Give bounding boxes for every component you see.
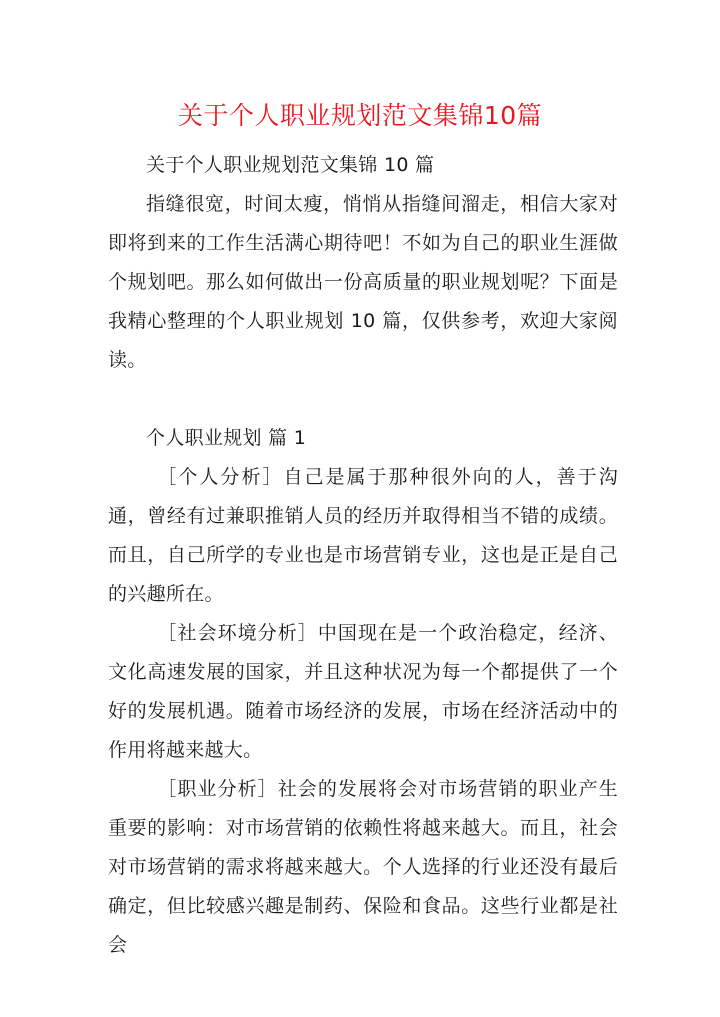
paragraph-social-environment: ［社会环境分析］中国现在是一个政治稳定，经济、文化高速发展的国家，并且这种状况为每一个都提供了一个好的发展机遇。随着市场经济的发展，市场在经济活动中的作用将越来越大。: [108, 622, 618, 761]
document-body: [108, 146, 618, 965]
document-subtitle: 关于个人职业规划范文集锦 10 篇: [146, 154, 435, 176]
section-heading: 个人职业规划 篇 1: [146, 427, 307, 449]
document-title: 关于个人职业规划范文集锦10篇: [177, 101, 543, 130]
intro-paragraph: 指缝很宽，时间太瘦，悄悄从指缝间溜走，相信大家对即将到来的工作生活满心期待吧！不如为自己的职业生涯做个规划吧。那么如何做出一份高质量的职业规划呢？下面是我精心整理的个人职业规划 10 篇，仅供参考，欢迎大家阅读。: [108, 193, 618, 371]
paragraph-spacer: [108, 380, 618, 419]
paragraph-career-analysis: ［职业分析］社会的发展将会对市场营销的职业产生重要的影响：对市场营销的依赖性将越来越大。而且，社会对市场营销的需求将越来越大。个人选择的行业还没有最后确定，但比较感兴趣是制药、保险和食品。这些行业都是社会: [108, 778, 618, 956]
paragraph-personal-analysis: ［个人分析］自己是属于那种很外向的人，善于沟通，曾经有过兼职推销人员的经历并取得相当不错的成绩。而且，自己所学的专业也是市场营销专业，这也是正是自己的兴趣所在。: [108, 466, 618, 605]
